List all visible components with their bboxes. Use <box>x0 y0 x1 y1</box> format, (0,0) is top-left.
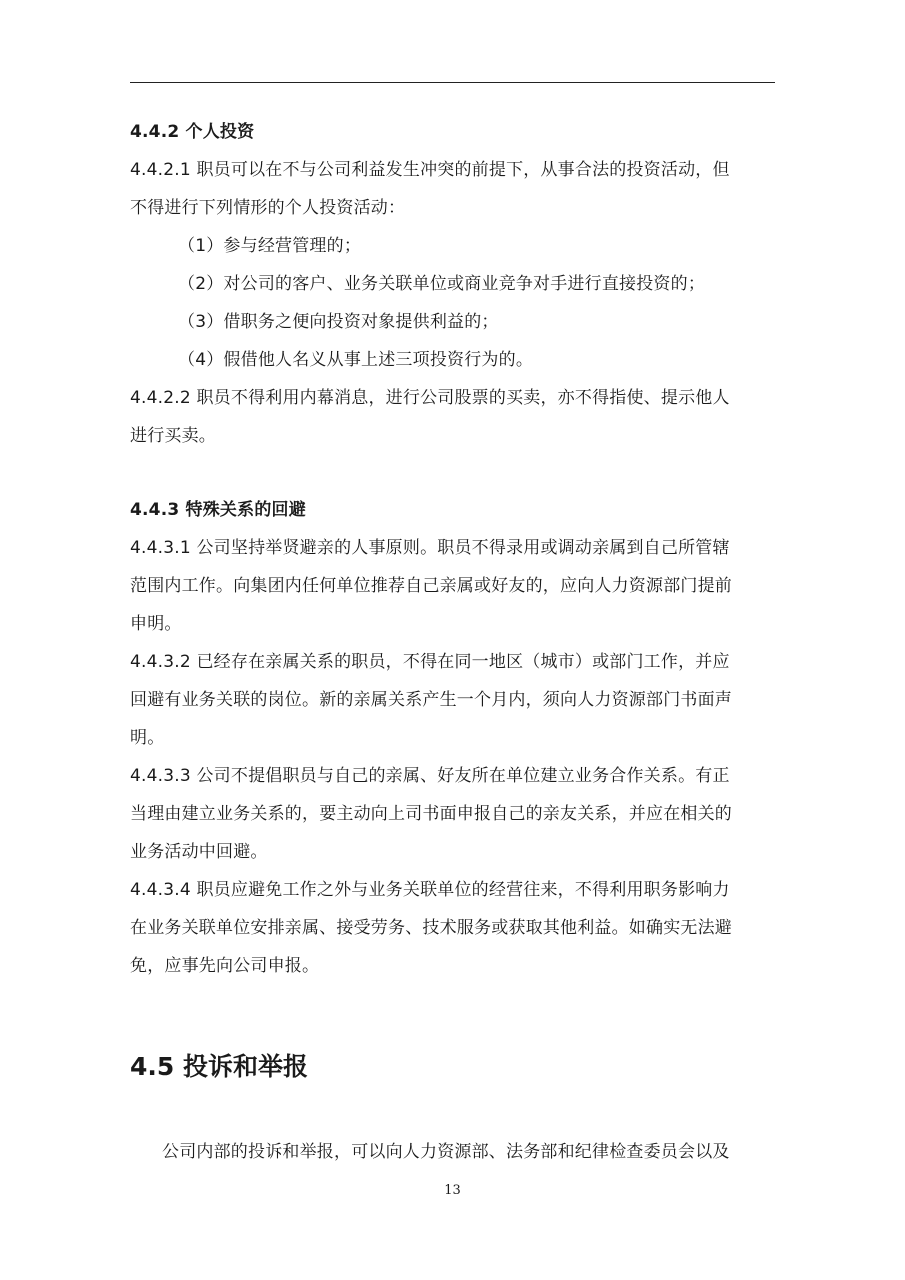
paragraph-4-4-3-1-line-1: 4.4.3.1 公司坚持举贤避亲的人事原则。职员不得录用或调动亲属到自己所管辖 <box>130 538 730 558</box>
heading-4-4-2: 4.4.2 个人投资 <box>130 122 255 142</box>
heading-4-5: 4.5 投诉和举报 <box>130 1052 308 1081</box>
header-rule <box>130 82 775 83</box>
paragraph-4-4-3-4-line-3: 免，应事先向公司申报。 <box>130 956 320 976</box>
paragraph-4-4-3-4-line-2: 在业务关联单位安排亲属、接受劳务、技术服务或获取其他利益。如确实无法避 <box>130 918 732 938</box>
paragraph-4-4-2-2-line-2: 进行买卖。 <box>130 426 216 446</box>
paragraph-4-4-3-2-line-2: 回避有业务关联的岗位。新的亲属关系产生一个月内，须向人力资源部门书面声 <box>130 690 732 710</box>
paragraph-4-4-2-2-line-1: 4.4.2.2 职员不得利用内幕消息，进行公司股票的买卖，亦不得指使、提示他人 <box>130 388 730 408</box>
paragraph-4-4-3-2-line-1: 4.4.3.2 已经存在亲属关系的职员，不得在同一地区（城市）或部门工作，并应 <box>130 652 730 672</box>
list-item: （4）假借他人名义从事上述三项投资行为的。 <box>178 350 534 370</box>
list-item: （1）参与经营管理的； <box>178 236 362 256</box>
list-item: （3）借职务之便向投资对象提供利益的； <box>178 312 499 332</box>
paragraph-4-4-3-2-line-3: 明。 <box>130 728 165 748</box>
paragraph-4-4-2-1-line-1: 4.4.2.1 职员可以在不与公司利益发生冲突的前提下，从事合法的投资活动，但 <box>130 160 730 180</box>
paragraph-4-4-2-1-line-2: 不得进行下列情形的个人投资活动： <box>130 198 406 218</box>
list-item: （2）对公司的客户、业务关联单位或商业竞争对手进行直接投资的； <box>178 274 706 294</box>
paragraph-4-4-3-3-line-1: 4.4.3.3 公司不提倡职员与自己的亲属、好友所在单位建立业务合作关系。有正 <box>130 766 730 786</box>
paragraph-4-4-3-4-line-1: 4.4.3.4 职员应避免工作之外与业务关联单位的经营往来，不得利用职务影响力 <box>130 880 730 900</box>
paragraph-4-4-3-3-line-3: 业务活动中回避。 <box>130 842 268 862</box>
paragraph-4-4-3-1-line-3: 申明。 <box>130 614 182 634</box>
paragraph-4-4-3-3-line-2: 当理由建立业务关系的，要主动向上司书面申报自己的亲友关系，并应在相关的 <box>130 804 732 824</box>
heading-4-4-3: 4.4.3 特殊关系的回避 <box>130 500 306 520</box>
paragraph-4-5-line-1: 公司内部的投诉和举报，可以向人力资源部、法务部和纪律检查委员会以及 <box>162 1142 730 1162</box>
paragraph-4-4-3-1-line-2: 范围内工作。向集团内任何单位推荐自己亲属或好友的，应向人力资源部门提前 <box>130 576 732 596</box>
page-number: 13 <box>444 1183 461 1198</box>
